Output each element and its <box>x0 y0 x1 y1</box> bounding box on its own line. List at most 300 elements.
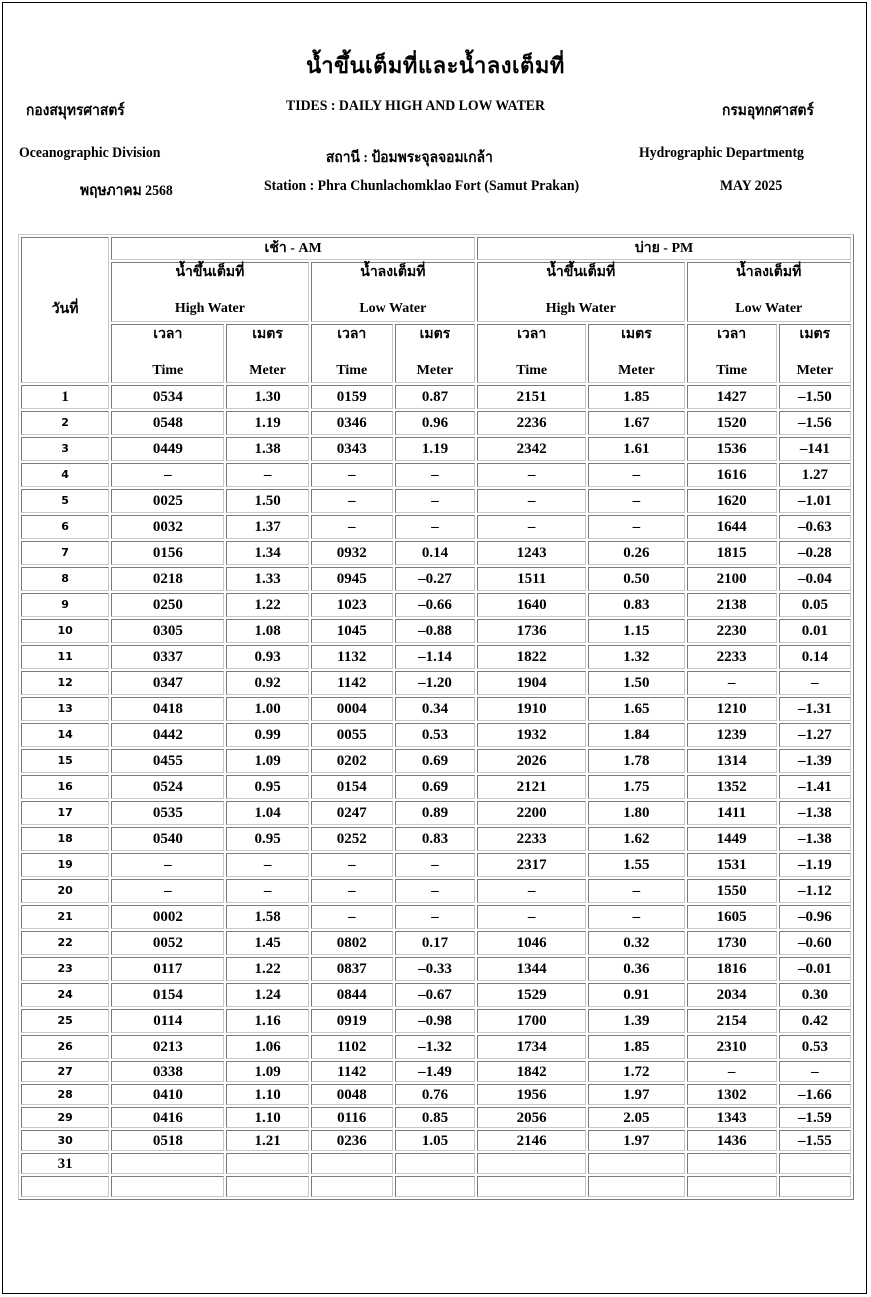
am-low-meter-cell: 0.89 <box>395 801 475 825</box>
pm-high-water-header <box>477 262 684 322</box>
station-english: Station : Phra Chunlachomklao Fort (Samut Prakan) <box>264 178 580 194</box>
pm-low-time-cell: 1816 <box>687 957 777 981</box>
pm-high-time-cell: – <box>477 463 586 487</box>
pm-high-meter-cell <box>588 1176 684 1197</box>
pm-low-meter-cell: –1.31 <box>779 697 851 721</box>
table-row <box>21 1153 851 1174</box>
table-row <box>21 957 851 981</box>
day-cell: 8 <box>21 567 109 591</box>
day-cell: 13 <box>21 697 109 721</box>
am-high-time-cell: 0154 <box>111 983 224 1007</box>
pm-low-meter-cell: –1.27 <box>779 723 851 747</box>
high-water-english: High Water <box>174 301 245 316</box>
am-low-time-cell: – <box>311 905 393 929</box>
table-row <box>21 567 851 591</box>
pm-high-meter-cell: – <box>588 489 684 513</box>
table-row <box>21 905 851 929</box>
table-row <box>21 593 851 617</box>
pm-high-time-cell: – <box>477 489 586 513</box>
pm-low-time-cell: 1302 <box>687 1084 777 1105</box>
table-row <box>21 541 851 565</box>
am-low-meter-cell <box>395 1176 475 1197</box>
meter-column-header <box>226 324 308 383</box>
pm-high-time-cell: 1904 <box>477 671 586 695</box>
am-high-time-cell <box>111 1153 224 1174</box>
am-low-meter-cell: – <box>395 463 475 487</box>
am-high-time-cell: 0156 <box>111 541 224 565</box>
pm-high-meter-cell: 1.62 <box>588 827 684 851</box>
am-low-time-cell: 1142 <box>311 671 393 695</box>
pm-high-meter-cell: 0.83 <box>588 593 684 617</box>
table-row <box>21 1009 851 1033</box>
am-high-meter-cell: 1.06 <box>226 1035 308 1059</box>
am-low-time-cell: 0919 <box>311 1009 393 1033</box>
pm-high-meter-cell: 1.15 <box>588 619 684 643</box>
department-english: Hydrographic Departmentg <box>639 145 804 161</box>
am-high-time-cell: 0305 <box>111 619 224 643</box>
table-row <box>21 697 851 721</box>
am-low-time-cell: 1023 <box>311 593 393 617</box>
pm-low-time-cell: 1730 <box>687 931 777 955</box>
am-high-meter-cell: 0.95 <box>226 775 308 799</box>
pm-low-time-cell: 1605 <box>687 905 777 929</box>
day-cell: 9 <box>21 593 109 617</box>
am-low-time-cell: 0837 <box>311 957 393 981</box>
pm-high-time-cell: 1822 <box>477 645 586 669</box>
meter-label-english: Meter <box>416 363 454 378</box>
day-cell: 4 <box>21 463 109 487</box>
day-cell: 6 <box>21 515 109 539</box>
pm-high-time-cell: 1640 <box>477 593 586 617</box>
table-row <box>21 1176 851 1197</box>
am-high-meter-cell <box>226 1176 308 1197</box>
pm-high-meter-cell: – <box>588 515 684 539</box>
pm-high-time-cell: 1910 <box>477 697 586 721</box>
pm-low-meter-cell <box>779 1176 851 1197</box>
pm-low-time-cell: 2100 <box>687 567 777 591</box>
am-low-time-cell: 1132 <box>311 645 393 669</box>
pm-high-time-cell: 1842 <box>477 1061 586 1082</box>
am-low-time-cell: 0159 <box>311 385 393 409</box>
pm-low-meter-cell: –0.60 <box>779 931 851 955</box>
am-low-meter-cell: – <box>395 515 475 539</box>
pm-low-meter-cell: 0.42 <box>779 1009 851 1033</box>
am-high-meter-cell: – <box>226 879 308 903</box>
am-high-time-cell: 0416 <box>111 1107 224 1128</box>
pm-high-time-cell: 2236 <box>477 411 586 435</box>
pm-high-meter-cell: 1.80 <box>588 801 684 825</box>
am-high-meter-cell: 0.92 <box>226 671 308 695</box>
am-low-time-cell: – <box>311 489 393 513</box>
am-low-meter-cell: –0.33 <box>395 957 475 981</box>
pm-low-time-cell: 1815 <box>687 541 777 565</box>
am-low-meter-cell: 0.17 <box>395 931 475 955</box>
pm-low-meter-cell: –0.01 <box>779 957 851 981</box>
pm-high-meter-cell: 2.05 <box>588 1107 684 1128</box>
am-low-time-cell: 1045 <box>311 619 393 643</box>
day-cell: 10 <box>21 619 109 643</box>
pm-high-meter-cell: 1.39 <box>588 1009 684 1033</box>
time-label-thai: เวลา <box>153 327 183 342</box>
pm-low-time-cell: 1536 <box>687 437 777 461</box>
pm-low-meter-cell: –1.19 <box>779 853 851 877</box>
am-low-meter-cell: 1.19 <box>395 437 475 461</box>
page-title: น้ำขึ้นเต็มที่และน้ำลงเต็มที่ <box>306 53 565 78</box>
pm-high-time-cell: – <box>477 879 586 903</box>
pm-low-time-cell: 2230 <box>687 619 777 643</box>
pm-low-meter-cell: – <box>779 1061 851 1082</box>
pm-low-meter-cell: –1.59 <box>779 1107 851 1128</box>
pm-high-time-cell: 1734 <box>477 1035 586 1059</box>
pm-high-meter-cell: 0.91 <box>588 983 684 1007</box>
am-high-meter-cell: 1.22 <box>226 593 308 617</box>
pm-low-meter-cell: –1.39 <box>779 749 851 773</box>
table-row <box>21 827 851 851</box>
high-water-english: High Water <box>545 301 616 316</box>
table-row <box>21 671 851 695</box>
pm-high-meter-cell: 0.26 <box>588 541 684 565</box>
am-high-meter-cell: 0.99 <box>226 723 308 747</box>
am-low-meter-cell: 0.69 <box>395 749 475 773</box>
am-low-time-cell: 0154 <box>311 775 393 799</box>
am-low-time-cell: – <box>311 853 393 877</box>
day-cell: 26 <box>21 1035 109 1059</box>
pm-high-time-cell: 2342 <box>477 437 586 461</box>
am-high-time-cell: 0337 <box>111 645 224 669</box>
am-high-meter-cell: 1.38 <box>226 437 308 461</box>
pm-low-meter-cell: –1.38 <box>779 801 851 825</box>
pm-low-time-cell: 1239 <box>687 723 777 747</box>
pm-high-time-cell: 2121 <box>477 775 586 799</box>
am-low-meter-cell <box>395 1153 475 1174</box>
pm-low-meter-cell: –0.63 <box>779 515 851 539</box>
am-low-meter-cell: 0.96 <box>395 411 475 435</box>
day-cell: 21 <box>21 905 109 929</box>
pm-high-time-cell: 1511 <box>477 567 586 591</box>
time-column-header <box>311 324 393 383</box>
meter-label-english: Meter <box>618 363 655 378</box>
am-high-time-cell <box>111 1176 224 1197</box>
am-high-time-cell: 0347 <box>111 671 224 695</box>
pm-high-meter-cell: – <box>588 463 684 487</box>
month-thai: พฤษภาคม 2568 <box>80 183 173 199</box>
am-low-meter-cell: –0.27 <box>395 567 475 591</box>
day-cell: 15 <box>21 749 109 773</box>
pm-low-meter-cell: –1.41 <box>779 775 851 799</box>
am-high-time-cell: – <box>111 879 224 903</box>
pm-high-time-cell: 1529 <box>477 983 586 1007</box>
am-low-time-cell: – <box>311 515 393 539</box>
am-high-time-cell: 0548 <box>111 411 224 435</box>
pm-high-time-cell: 1736 <box>477 619 586 643</box>
pm-high-time-cell: 2026 <box>477 749 586 773</box>
pm-high-time-cell: 2317 <box>477 853 586 877</box>
am-low-meter-cell: 0.83 <box>395 827 475 851</box>
table-row <box>21 515 851 539</box>
am-high-time-cell: 0518 <box>111 1130 224 1151</box>
am-low-time-cell: 0236 <box>311 1130 393 1151</box>
am-high-meter-cell: 0.95 <box>226 827 308 851</box>
pm-high-meter-cell: – <box>588 879 684 903</box>
time-label-english: Time <box>716 363 748 378</box>
am-high-time-cell: – <box>111 853 224 877</box>
pm-low-time-cell <box>687 1153 777 1174</box>
am-low-time-cell: 0343 <box>311 437 393 461</box>
meter-label-thai: เมตร <box>799 327 831 342</box>
pm-low-time-cell: 2310 <box>687 1035 777 1059</box>
pm-high-meter-cell: 1.78 <box>588 749 684 773</box>
table-row <box>21 1107 851 1128</box>
pm-low-meter-cell: –1.50 <box>779 385 851 409</box>
table-row <box>21 775 851 799</box>
pm-high-meter-cell: 1.50 <box>588 671 684 695</box>
am-header: เช้า - AM <box>111 237 475 260</box>
pm-high-meter-cell: 1.97 <box>588 1130 684 1151</box>
table-row <box>21 437 851 461</box>
day-cell: 30 <box>21 1130 109 1151</box>
am-high-meter-cell: 1.50 <box>226 489 308 513</box>
meter-label-thai: เมตร <box>419 327 451 342</box>
am-low-time-cell: 1142 <box>311 1061 393 1082</box>
meter-label-thai: เมตร <box>252 327 283 342</box>
table-row <box>21 931 851 955</box>
am-high-meter-cell: 1.09 <box>226 1061 308 1082</box>
pm-low-meter-cell: –1.12 <box>779 879 851 903</box>
am-high-meter-cell: 1.34 <box>226 541 308 565</box>
pm-low-meter-cell: 1.27 <box>779 463 851 487</box>
pm-high-meter-cell: 1.72 <box>588 1061 684 1082</box>
day-cell: 1 <box>21 385 109 409</box>
am-low-time-cell: 0844 <box>311 983 393 1007</box>
tide-table <box>18 234 854 1200</box>
time-column-header <box>477 324 586 383</box>
pm-low-time-cell: 1343 <box>687 1107 777 1128</box>
am-low-meter-cell: – <box>395 489 475 513</box>
pm-low-time-cell: 1427 <box>687 385 777 409</box>
pm-high-time-cell: 2056 <box>477 1107 586 1128</box>
am-high-meter-cell: 1.22 <box>226 957 308 981</box>
pm-low-time-cell: – <box>687 1061 777 1082</box>
pm-low-water-header <box>687 262 851 322</box>
pm-low-time-cell: 2138 <box>687 593 777 617</box>
am-high-meter-cell: 1.45 <box>226 931 308 955</box>
day-cell: 24 <box>21 983 109 1007</box>
am-high-meter-cell: 1.24 <box>226 983 308 1007</box>
pm-high-time-cell: 1046 <box>477 931 586 955</box>
division-thai: กองสมุทรศาสตร์ <box>26 103 125 119</box>
day-cell: 27 <box>21 1061 109 1082</box>
am-low-time-cell: 0932 <box>311 541 393 565</box>
pm-low-meter-cell: 0.05 <box>779 593 851 617</box>
am-low-time-cell: – <box>311 463 393 487</box>
am-high-time-cell: 0540 <box>111 827 224 851</box>
pm-high-time-cell: 2200 <box>477 801 586 825</box>
day-header: วันที่ <box>21 237 109 383</box>
pm-low-time-cell: 1520 <box>687 411 777 435</box>
am-low-meter-cell: – <box>395 879 475 903</box>
table-row <box>21 1061 851 1082</box>
pm-high-meter-cell: 1.85 <box>588 385 684 409</box>
pm-low-meter-cell <box>779 1153 851 1174</box>
table-row <box>21 723 851 747</box>
table-row <box>21 983 851 1007</box>
pm-high-meter-cell: 0.36 <box>588 957 684 981</box>
pm-high-meter-cell: 1.32 <box>588 645 684 669</box>
pm-high-time-cell: 1243 <box>477 541 586 565</box>
pm-low-meter-cell: –0.04 <box>779 567 851 591</box>
day-cell: 29 <box>21 1107 109 1128</box>
pm-low-meter-cell: –1.66 <box>779 1084 851 1105</box>
am-low-meter-cell: –1.32 <box>395 1035 475 1059</box>
am-high-time-cell: – <box>111 463 224 487</box>
table-row <box>21 1084 851 1105</box>
pm-low-time-cell: 2233 <box>687 645 777 669</box>
pm-high-time-cell: 2151 <box>477 385 586 409</box>
am-high-meter-cell: 1.00 <box>226 697 308 721</box>
am-high-time-cell: 0535 <box>111 801 224 825</box>
meter-label-thai: เมตร <box>621 327 652 342</box>
am-low-time-cell: 0055 <box>311 723 393 747</box>
am-low-time-cell: 0202 <box>311 749 393 773</box>
day-cell: 2 <box>21 411 109 435</box>
pm-low-meter-cell: 0.30 <box>779 983 851 1007</box>
pm-low-time-cell: 1314 <box>687 749 777 773</box>
am-high-meter-cell: – <box>226 853 308 877</box>
am-low-meter-cell: – <box>395 905 475 929</box>
time-column-header <box>687 324 777 383</box>
pm-low-time-cell: 1449 <box>687 827 777 851</box>
pm-high-time-cell <box>477 1176 586 1197</box>
pm-low-time-cell: 1531 <box>687 853 777 877</box>
pm-high-time-cell: 2233 <box>477 827 586 851</box>
pm-low-time-cell: 1644 <box>687 515 777 539</box>
pm-high-meter-cell: 1.67 <box>588 411 684 435</box>
meter-column-header <box>395 324 475 383</box>
station-thai: สถานี : ป้อมพระจุลจอมเกล้า <box>326 150 493 166</box>
am-low-time-cell: 0247 <box>311 801 393 825</box>
am-high-meter-cell: 1.09 <box>226 749 308 773</box>
am-high-time-cell: 0002 <box>111 905 224 929</box>
am-high-meter-cell: 1.33 <box>226 567 308 591</box>
time-label-thai: เวลา <box>717 327 747 342</box>
am-low-time-cell <box>311 1153 393 1174</box>
am-high-meter-cell: 1.30 <box>226 385 308 409</box>
day-cell <box>21 1176 109 1197</box>
day-cell: 31 <box>21 1153 109 1174</box>
am-low-time-cell: 0116 <box>311 1107 393 1128</box>
pm-high-meter-cell: 0.50 <box>588 567 684 591</box>
am-low-meter-cell: –1.49 <box>395 1061 475 1082</box>
division-english: Oceanographic Division <box>19 145 161 161</box>
am-high-meter-cell: 1.04 <box>226 801 308 825</box>
table-row <box>21 749 851 773</box>
pm-low-meter-cell: –141 <box>779 437 851 461</box>
am-low-time-cell: 0802 <box>311 931 393 955</box>
time-label-english: Time <box>516 363 548 378</box>
pm-low-meter-cell: –1.55 <box>779 1130 851 1151</box>
pm-high-meter-cell <box>588 1153 684 1174</box>
am-low-time-cell <box>311 1176 393 1197</box>
pm-low-meter-cell: –0.96 <box>779 905 851 929</box>
pm-header: บ่าย - PM <box>477 237 851 260</box>
am-low-time-cell: – <box>311 879 393 903</box>
am-high-time-cell: 0338 <box>111 1061 224 1082</box>
day-cell: 23 <box>21 957 109 981</box>
pm-low-meter-cell: 0.14 <box>779 645 851 669</box>
am-low-meter-cell: –0.67 <box>395 983 475 1007</box>
pm-low-time-cell: 1436 <box>687 1130 777 1151</box>
pm-low-meter-cell: 0.01 <box>779 619 851 643</box>
month-english: MAY 2025 <box>720 178 783 194</box>
pm-high-meter-cell: 1.65 <box>588 697 684 721</box>
pm-high-time-cell: 1700 <box>477 1009 586 1033</box>
day-cell: 7 <box>21 541 109 565</box>
am-low-meter-cell: 1.05 <box>395 1130 475 1151</box>
table-row <box>21 463 851 487</box>
pm-low-meter-cell: 0.53 <box>779 1035 851 1059</box>
low-water-thai: น้ำลงเต็มที่ <box>736 265 802 280</box>
pm-low-time-cell: 1550 <box>687 879 777 903</box>
am-low-time-cell: 0346 <box>311 411 393 435</box>
time-label-thai: เวลา <box>517 327 547 342</box>
pm-low-meter-cell: – <box>779 671 851 695</box>
am-high-time-cell: 0250 <box>111 593 224 617</box>
am-high-meter-cell: – <box>226 463 308 487</box>
am-low-meter-cell: 0.34 <box>395 697 475 721</box>
pm-low-time-cell: 1620 <box>687 489 777 513</box>
time-column-header <box>111 324 224 383</box>
day-cell: 11 <box>21 645 109 669</box>
am-high-time-cell: 0032 <box>111 515 224 539</box>
table-row <box>21 879 851 903</box>
low-water-english: Low Water <box>735 301 803 316</box>
pm-low-time-cell: 1616 <box>687 463 777 487</box>
am-high-time-cell: 0449 <box>111 437 224 461</box>
high-water-thai: น้ำขึ้นเต็มที่ <box>175 265 245 280</box>
am-high-time-cell: 0534 <box>111 385 224 409</box>
am-low-meter-cell: –1.20 <box>395 671 475 695</box>
am-low-meter-cell: 0.69 <box>395 775 475 799</box>
am-low-time-cell: 0252 <box>311 827 393 851</box>
am-low-meter-cell: –0.66 <box>395 593 475 617</box>
am-low-meter-cell: 0.14 <box>395 541 475 565</box>
pm-high-time-cell: 1956 <box>477 1084 586 1105</box>
pm-high-time-cell: 1344 <box>477 957 586 981</box>
pm-low-time-cell: 1411 <box>687 801 777 825</box>
am-high-meter-cell: 1.16 <box>226 1009 308 1033</box>
am-high-meter-cell: 1.58 <box>226 905 308 929</box>
pm-low-time-cell: 1210 <box>687 697 777 721</box>
day-cell: 20 <box>21 879 109 903</box>
day-cell: 16 <box>21 775 109 799</box>
day-cell: 18 <box>21 827 109 851</box>
table-row <box>21 801 851 825</box>
am-high-meter-cell: 1.10 <box>226 1107 308 1128</box>
pm-high-meter-cell: – <box>588 905 684 929</box>
pm-high-time-cell <box>477 1153 586 1174</box>
day-cell: 28 <box>21 1084 109 1105</box>
am-high-meter-cell: 0.93 <box>226 645 308 669</box>
meter-label-english: Meter <box>796 363 834 378</box>
am-high-time-cell: 0114 <box>111 1009 224 1033</box>
meter-label-english: Meter <box>249 363 286 378</box>
pm-low-meter-cell: –1.01 <box>779 489 851 513</box>
table-row <box>21 411 851 435</box>
pm-high-meter-cell: 0.32 <box>588 931 684 955</box>
table-row <box>21 385 851 409</box>
pm-high-meter-cell: 1.85 <box>588 1035 684 1059</box>
am-high-meter-cell: 1.08 <box>226 619 308 643</box>
